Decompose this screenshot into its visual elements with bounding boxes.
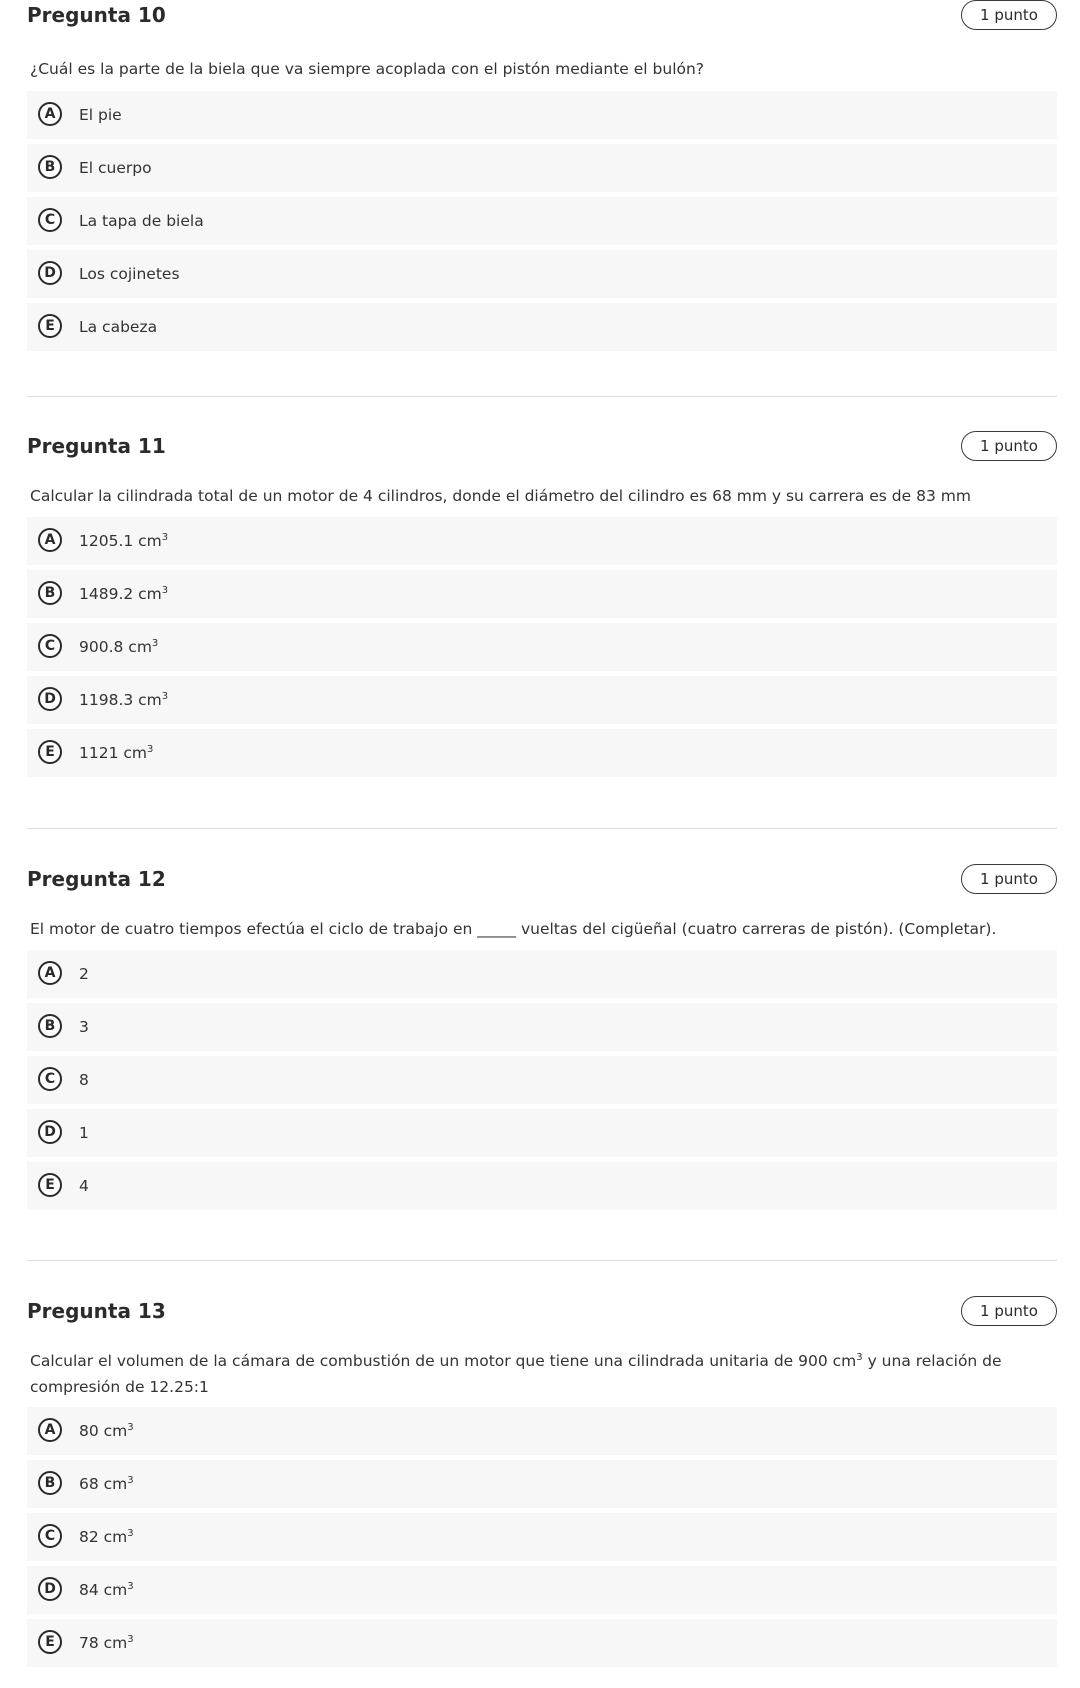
option-label: 1198.3 $cm^3$	[79, 691, 169, 709]
question-text: ¿Cuál es la parte de la biela que va siempre acoplada con el pistón mediante el bulón?	[30, 60, 705, 78]
option-e[interactable]	[27, 1619, 1057, 1667]
question-divider	[27, 396, 1057, 397]
option-c[interactable]	[27, 1056, 1057, 1104]
option-letter: A	[38, 528, 62, 552]
option-label: La cabeza	[79, 318, 158, 336]
option-letter: B	[38, 1471, 62, 1495]
option-label: 80 $cm^3$	[79, 1422, 134, 1440]
option-label: 3	[79, 1018, 89, 1036]
option-label: 78 $cm^3$	[79, 1634, 134, 1652]
option-letter: B	[38, 1014, 62, 1038]
points-badge: 1 punto	[961, 0, 1057, 30]
question-text: Calcular la cilindrada total de un motor de 4 cilindros, donde el diámetro del cilindro es 68 mm y su carrera es de 83 mm	[30, 487, 971, 505]
option-e[interactable]	[27, 1162, 1057, 1210]
option-c[interactable]	[27, 623, 1057, 671]
question-divider	[27, 828, 1057, 829]
question-title: Pregunta 11	[27, 434, 166, 458]
question-title: Pregunta 13	[27, 1299, 166, 1323]
points-badge: 1 punto	[961, 431, 1057, 461]
option-letter: C	[38, 208, 62, 232]
option-b[interactable]	[27, 1003, 1057, 1051]
option-label: 1121 $cm^3$	[79, 744, 154, 762]
options-list	[27, 1407, 1057, 1667]
option-letter: E	[38, 1173, 62, 1197]
option-letter: D	[38, 1577, 62, 1601]
option-c[interactable]	[27, 197, 1057, 245]
option-letter: A	[38, 1418, 62, 1442]
question-title: Pregunta 10	[27, 3, 166, 27]
option-letter: D	[38, 1120, 62, 1144]
question-header	[27, 0, 1057, 34]
question-divider	[27, 1260, 1057, 1261]
option-label: 84 $cm^3$	[79, 1581, 134, 1599]
option-letter: E	[38, 314, 62, 338]
question-header	[27, 864, 1057, 898]
option-label: 1489.2 $cm^3$	[79, 585, 169, 603]
question-12	[27, 864, 1057, 1215]
options-list	[27, 91, 1057, 351]
option-b[interactable]	[27, 144, 1057, 192]
option-letter: B	[38, 155, 62, 179]
option-e[interactable]	[27, 303, 1057, 351]
option-label: 2	[79, 965, 89, 983]
option-e[interactable]	[27, 729, 1057, 777]
option-label: 82 $cm^3$	[79, 1528, 134, 1546]
option-letter: B	[38, 581, 62, 605]
option-label: 1205.1 $cm^3$	[79, 532, 169, 550]
options-list	[27, 950, 1057, 1210]
option-label: El cuerpo	[79, 159, 152, 177]
option-letter: A	[38, 961, 62, 985]
option-letter: E	[38, 1630, 62, 1654]
points-badge: 1 punto	[961, 864, 1057, 894]
option-letter: D	[38, 687, 62, 711]
option-b[interactable]	[27, 1460, 1057, 1508]
option-letter: A	[38, 102, 62, 126]
question-title: Pregunta 12	[27, 867, 166, 891]
question-text: Calcular el volumen de la cámara de combustión de un motor que tiene una cilindrada unitaria de 900 $cm^3$ y una relación de compresión de 12.25:1	[30, 1352, 1002, 1396]
option-a[interactable]	[27, 517, 1057, 565]
question-10	[27, 0, 1057, 356]
option-label: Los cojinetes	[79, 265, 180, 283]
option-a[interactable]	[27, 1407, 1057, 1455]
option-label: 1	[79, 1124, 89, 1142]
option-letter: C	[38, 1067, 62, 1091]
option-label: 8	[79, 1071, 89, 1089]
option-letter: D	[38, 261, 62, 285]
question-11	[27, 431, 1057, 782]
option-letter: E	[38, 740, 62, 764]
question-header	[27, 1296, 1057, 1330]
option-d[interactable]	[27, 676, 1057, 724]
option-label: 900.8 $cm^3$	[79, 638, 159, 656]
question-header	[27, 431, 1057, 465]
option-letter: C	[38, 634, 62, 658]
option-c[interactable]	[27, 1513, 1057, 1561]
question-13	[27, 1296, 1057, 1672]
question-text: El motor de cuatro tiempos efectúa el ciclo de trabajo en _____ vueltas del cigüeñal (cuatro carreras de pistón). (Completar).	[30, 920, 997, 938]
option-a[interactable]	[27, 950, 1057, 998]
option-label: La tapa de biela	[79, 212, 204, 230]
option-a[interactable]	[27, 91, 1057, 139]
options-list	[27, 517, 1057, 777]
option-letter: C	[38, 1524, 62, 1548]
option-d[interactable]	[27, 1109, 1057, 1157]
option-label: 4	[79, 1177, 89, 1195]
option-d[interactable]	[27, 1566, 1057, 1614]
points-badge: 1 punto	[961, 1296, 1057, 1326]
option-b[interactable]	[27, 570, 1057, 618]
option-label: 68 $cm^3$	[79, 1475, 134, 1493]
option-label: El pie	[79, 106, 122, 124]
option-d[interactable]	[27, 250, 1057, 298]
